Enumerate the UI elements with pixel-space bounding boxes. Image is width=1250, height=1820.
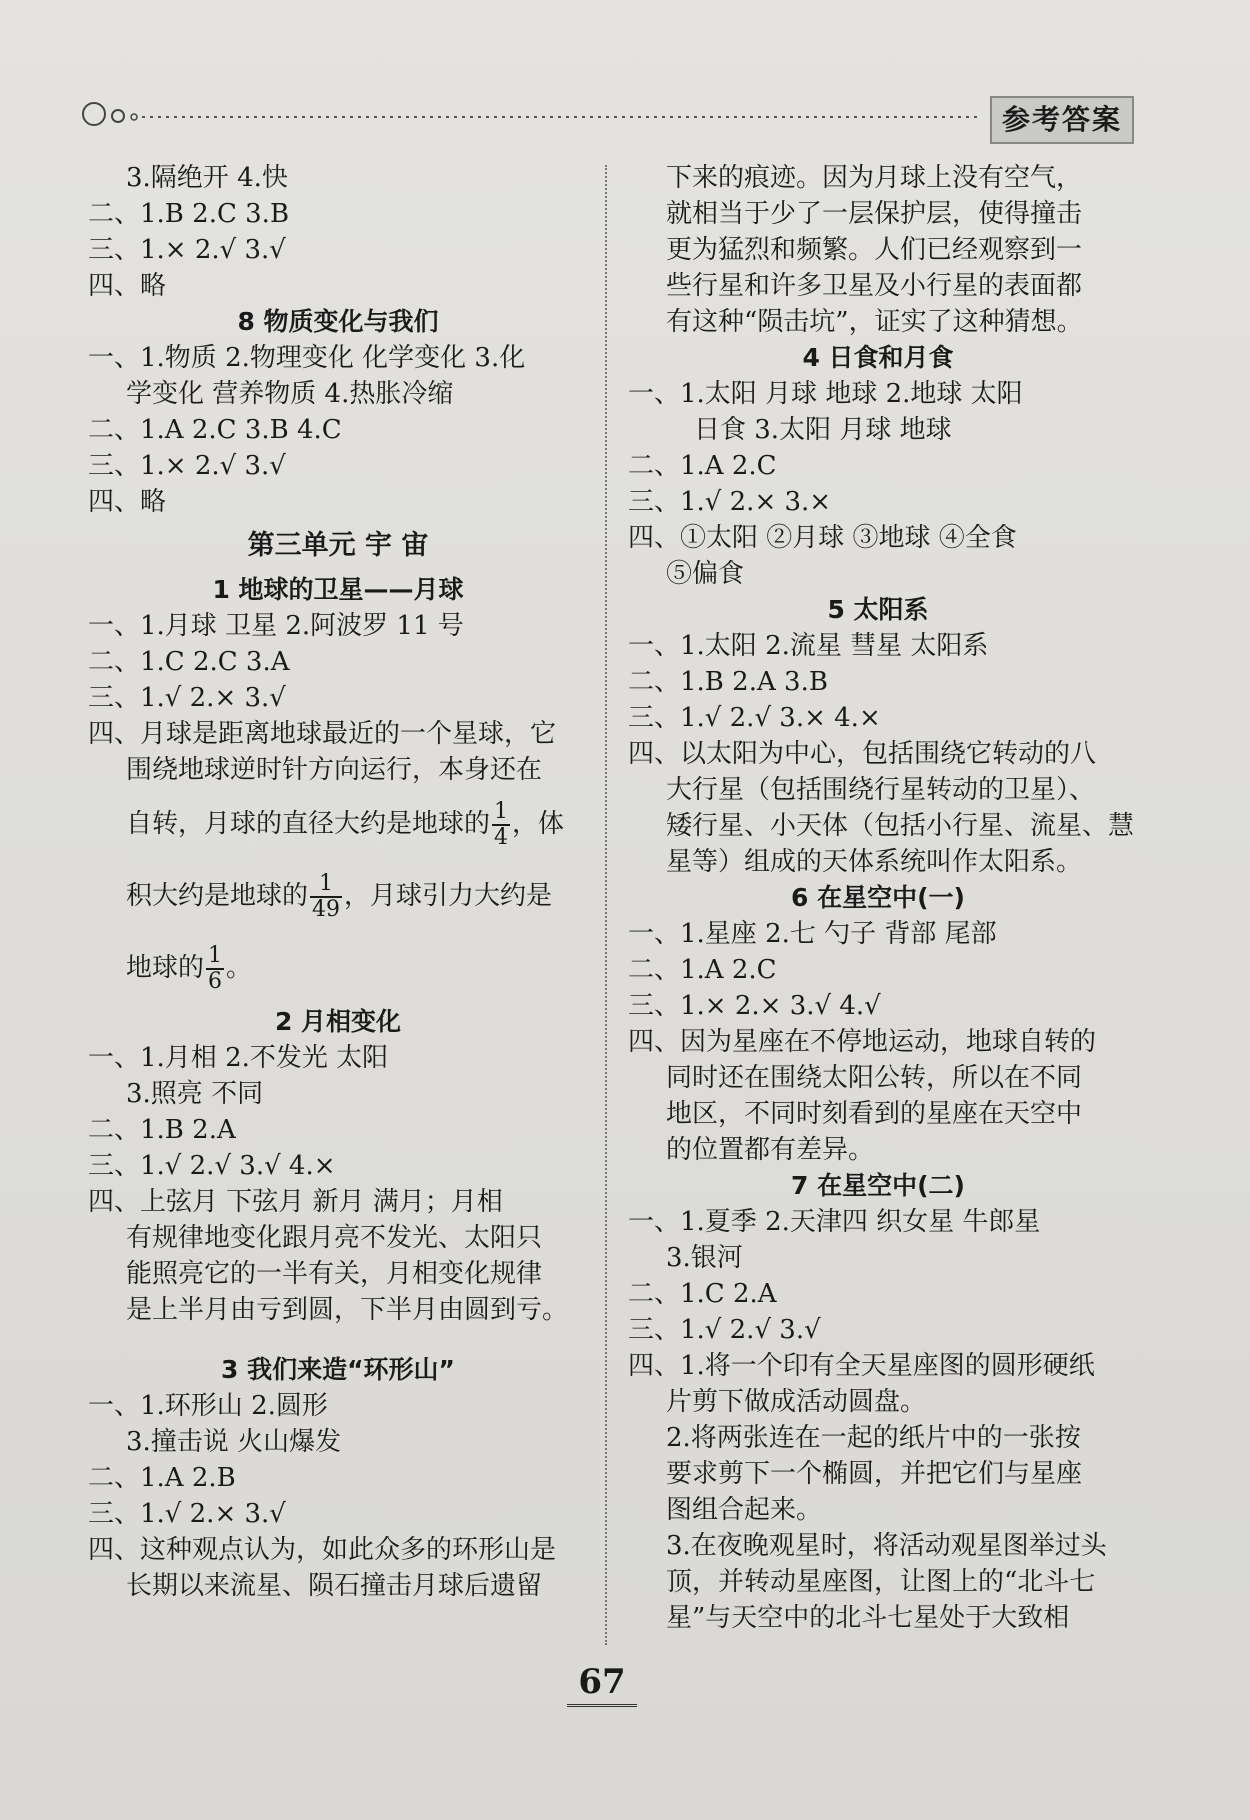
answer-line: 些行星和许多卫星及小行星的表面都: [666, 271, 1083, 301]
fraction-numerator: 1: [208, 943, 223, 968]
section-title: 7 在星空中(二): [791, 1171, 965, 1200]
answer-line: 一、1.月球 卫星 2.阿波罗 11 号: [88, 611, 464, 641]
answer-line: 四、略: [88, 271, 167, 301]
answer-line: 就相当于少了一层保护层，使得撞击: [666, 199, 1083, 229]
answer-line: 二、1.A 2.C 3.B 4.C: [88, 415, 342, 445]
answer-line: 大行星（包括围绕行星转动的卫星）、: [666, 775, 1096, 805]
answer-line: 四、因为星座在不停地运动，地球自转的: [628, 1027, 1097, 1057]
answer-line: 地区，不同时刻看到的星座在天空中: [666, 1099, 1083, 1129]
answer-line: 3.在夜晚观星时，将活动观星图举过头: [666, 1531, 1107, 1561]
answer-line: 三、1.√ 2.× 3.√: [88, 1499, 286, 1529]
answer-line: 3.隔绝开 4.快: [126, 163, 288, 193]
answer-line: 的位置都有差异。: [666, 1135, 875, 1165]
answer-line: 日食 3.太阳 月球 地球: [694, 415, 952, 445]
answer-line: 片剪下做成活动圆盘。: [666, 1387, 927, 1417]
section-title: 4 日食和月食: [802, 343, 954, 372]
answer-line: 四、月球是距离地球最近的一个星球，它: [88, 719, 557, 749]
answer-line: 二、1.A 2.B: [88, 1463, 236, 1493]
left-column: [88, 160, 588, 1604]
answer-line: 三、1.√ 2.√ 3.× 4.×: [628, 703, 881, 733]
line-text: ，月球引力大约是: [344, 881, 553, 911]
answer-line: 三、1.√ 2.√ 3.√ 4.×: [88, 1151, 336, 1181]
header-decoration-icon: [80, 100, 980, 130]
answer-line: 四、1.将一个印有全天星座图的圆形硬纸: [628, 1351, 1095, 1381]
answer-line: 矮行星、小天体（包括小行星、流星、慧: [666, 811, 1135, 841]
answer-line: 三、1.√ 2.× 3.√: [88, 683, 286, 713]
answer-line: 下来的痕迹。因为月球上没有空气，: [666, 163, 1083, 193]
fraction-denominator: 6: [208, 969, 223, 994]
section-title: 6 在星空中(一): [791, 883, 965, 912]
answer-line: 星”与天空中的北斗七星处于大致相: [666, 1603, 1070, 1633]
fraction: [310, 872, 342, 922]
answer-key-badge: 参考答案: [990, 96, 1134, 144]
answer-line: 二、1.B 2.C 3.B: [88, 199, 290, 229]
section-title: 5 太阳系: [827, 595, 929, 624]
answer-line: 一、1.环形山 2.圆形: [88, 1391, 328, 1421]
answer-line: 四、上弦月 下弦月 新月 满月；月相: [88, 1187, 503, 1217]
answer-line-with-fraction: [88, 860, 588, 932]
answer-line: 2.将两张连在一起的纸片中的一张按: [666, 1423, 1081, 1453]
section-title: 第三单元 宇 宙: [247, 530, 429, 561]
answer-line: 图组合起来。: [666, 1495, 823, 1525]
spacer: [88, 1328, 588, 1352]
answer-line: 一、1.夏季 2.天津四 织女星 牛郎星: [628, 1207, 1041, 1237]
answer-line: 星等）组成的天体系统叫作太阳系。: [666, 847, 1083, 877]
answer-line: 一、1.物质 2.物理变化 化学变化 3.化: [88, 343, 526, 373]
line-text: 自转，月球的直径大约是地球的: [126, 809, 491, 839]
column-divider: [605, 165, 607, 1645]
answer-line: 有这种“陨击坑”，证实了这种猜想。: [666, 307, 1083, 337]
answer-line: 3.撞击说 火山爆发: [126, 1427, 342, 1457]
answer-line: 3.银河: [666, 1243, 743, 1273]
page-number: 67: [567, 1660, 637, 1707]
fraction-numerator: 1: [310, 872, 342, 898]
answer-line: 二、1.C 2.C 3.A: [88, 647, 290, 677]
answer-line: 四、以太阳为中心，包括围绕它转动的八: [628, 739, 1097, 769]
fraction-numerator: 1: [494, 799, 509, 824]
answer-line-with-fraction: [88, 788, 588, 860]
section-title: 2 月相变化: [274, 1007, 402, 1036]
answer-line: 三、1.× 2.√ 3.√: [88, 451, 286, 481]
answer-line: 是上半月由亏到圆，下半月由圆到亏。: [126, 1295, 569, 1325]
answer-line: 能照亮它的一半有关，月相变化规律: [126, 1259, 543, 1289]
answer-line: 四、略: [88, 487, 167, 517]
answer-line: 更为猛烈和频繁。人们已经观察到一: [666, 235, 1083, 265]
fraction: [206, 944, 224, 994]
answer-line: 学变化 营养物质 4.热胀冷缩: [126, 379, 454, 409]
answer-line: 一、1.月相 2.不发光 太阳: [88, 1043, 389, 1073]
answer-line: 二、1.B 2.A: [88, 1115, 236, 1145]
answer-line: 一、1.太阳 月球 地球 2.地球 太阳: [628, 379, 1023, 409]
fraction-denominator: 49: [312, 897, 341, 922]
right-column: [628, 160, 1135, 1636]
answer-line: 同时还在围绕太阳公转，所以在不同: [666, 1063, 1083, 1093]
answer-line: 长期以来流星、陨石撞击月球后遗留: [126, 1571, 543, 1601]
answer-line: 3.照亮 不同: [126, 1079, 264, 1109]
answer-line: 四、①太阳 ②月球 ③地球 ④全食: [628, 523, 1017, 553]
answer-line: 三、1.× 2.× 3.√ 4.√: [628, 991, 881, 1021]
answer-line: 三、1.√ 2.√ 3.√: [628, 1315, 821, 1345]
fraction: [492, 800, 510, 850]
section-title: 8 物质变化与我们: [237, 307, 439, 336]
answer-line: 二、1.B 2.A 3.B: [628, 667, 828, 697]
answer-line: 有规律地变化跟月亮不发光、太阳只: [126, 1223, 543, 1253]
answer-line: 一、1.星座 2.七 勺子 背部 尾部: [628, 919, 997, 949]
line-text: 地球的: [126, 953, 205, 983]
line-text: ，体: [512, 809, 565, 839]
section-title: 3 我们来造“环形山”: [221, 1355, 455, 1384]
answer-line: 二、1.C 2.A: [628, 1279, 777, 1309]
line-text: 积大约是地球的: [126, 881, 309, 911]
answer-line-with-fraction: [88, 932, 588, 1004]
answer-line: 要求剪下一个椭圆，并把它们与星座: [666, 1459, 1083, 1489]
answer-line: 二、1.A 2.C: [628, 451, 777, 481]
answer-line: ⑤偏食: [666, 559, 745, 589]
answer-line: 四、这种观点认为，如此众多的环形山是: [88, 1535, 557, 1565]
answer-line: 围绕地球逆时针方向运行，本身还在: [126, 755, 543, 785]
section-title: 1 地球的卫星——月球: [212, 575, 464, 604]
answer-line: 二、1.A 2.C: [628, 955, 777, 985]
answer-line: 三、1.√ 2.× 3.×: [628, 487, 832, 517]
line-text: 。: [226, 953, 253, 983]
answer-line: 三、1.× 2.√ 3.√: [88, 235, 286, 265]
fraction-denominator: 4: [494, 825, 509, 850]
answer-line: 一、1.太阳 2.流星 彗星 太阳系: [628, 631, 989, 661]
answer-line: 顶，并转动星座图，让图上的“北斗七: [666, 1567, 1096, 1597]
